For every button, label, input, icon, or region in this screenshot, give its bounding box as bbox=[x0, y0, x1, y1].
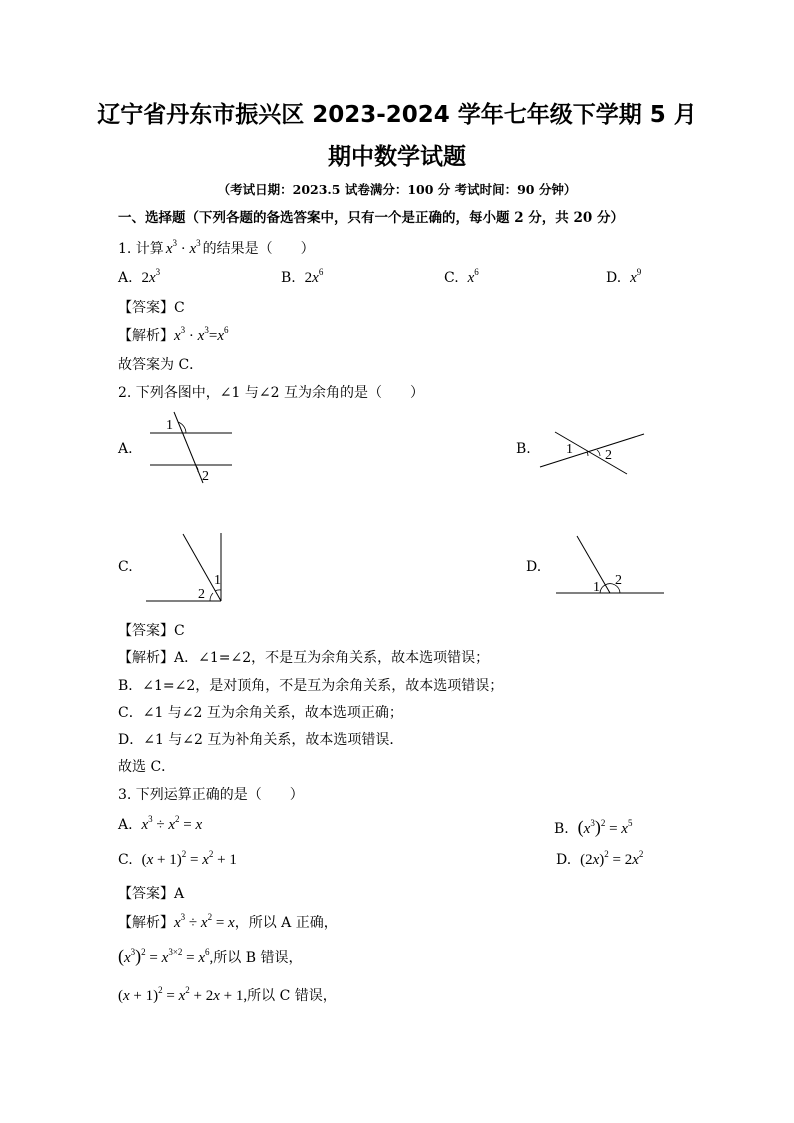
q2-analysis-a: 【解析】A．∠1=∠2，不是互为余角关系，故本选项错误； bbox=[118, 650, 490, 666]
q2-analysis-c: C．∠1 与∠2 互为余角关系，故本选项正确； bbox=[118, 705, 403, 721]
q1-option-b: B. $2x^6$ bbox=[281, 267, 324, 286]
q2-answer: 【答案】C bbox=[118, 623, 185, 639]
q2-option-d-label: D. bbox=[526, 559, 542, 575]
q1-option-c: C. $x^6$ bbox=[444, 267, 479, 286]
q1-option-d: D. $x^9$ bbox=[606, 267, 642, 286]
q2-figure-b bbox=[535, 426, 650, 481]
q3-answer: 【答案】A bbox=[118, 886, 185, 902]
q3-analysis-line-2: $(x^3)^2 = x^{3\times 2} = x^6$,所以 B 错误， bbox=[118, 946, 303, 966]
q2-analysis-b: B．∠1=∠2，是对顶角，不是互为余角关系，故本选项错误； bbox=[118, 678, 504, 694]
q1-option-a: A. $2x^3$ bbox=[118, 267, 161, 286]
q2-figure-d bbox=[550, 530, 670, 600]
q1-analysis: 【解析】$x^3 \cdot x^3=x^6$ bbox=[118, 325, 229, 344]
q3-option-a: A. $x^3 \div x^2 = x$ bbox=[118, 814, 203, 833]
title-line-2: 期中数学试题 bbox=[328, 144, 466, 170]
figure-a-angle-1: 1 bbox=[166, 418, 173, 433]
q3-option-c: C. $(x + 1)^2 = x^2 + 1$ bbox=[118, 849, 237, 868]
q3-analysis-line-1: 【解析】$x^3 \div x^2 = x$，所以 A 正确， bbox=[118, 912, 338, 931]
q1-stem: 1. 计算 $x^3 \cdot x^3$ 的结果是（ ） bbox=[118, 238, 315, 257]
figure-d-angle-1: 1 bbox=[593, 580, 600, 595]
q2-figure-a bbox=[140, 405, 240, 485]
exam-info: （考试日期：2023.5 试卷满分：100 分 考试时间：90 分钟） bbox=[217, 182, 577, 197]
figure-a-angle-2: 2 bbox=[202, 469, 209, 484]
q2-figure-c bbox=[140, 530, 230, 605]
q2-analysis-d: D．∠1 与∠2 互为补角关系，故本选项错误． bbox=[118, 732, 404, 748]
q3-stem: 3. 下列运算正确的是（ ） bbox=[118, 787, 304, 803]
section-heading: 一、选择题（下列各题的备选答案中，只有一个是正确的，每小题 2 分，共 20 分） bbox=[118, 210, 624, 226]
q3-analysis-line-3: $(x + 1)^2 = x^2 + 2x + 1$,所以 C 错误， bbox=[118, 985, 337, 1004]
q2-option-c-label: C. bbox=[118, 559, 133, 575]
q2-option-b-label: B. bbox=[516, 441, 531, 457]
q3-option-d: D. $(2x)^2 = 2x^2$ bbox=[556, 849, 644, 868]
q1-conclusion: 故答案为 C． bbox=[118, 357, 204, 373]
title-line-1: 辽宁省丹东市振兴区 2023-2024 学年七年级下学期 5 月 bbox=[97, 102, 697, 128]
figure-c-angle-1: 1 bbox=[214, 573, 221, 588]
q2-conclusion: 故选 C． bbox=[118, 759, 176, 775]
q3-option-b: B. $(x^3)^2 = x^5$ bbox=[554, 817, 633, 837]
q1-answer: 【答案】C bbox=[118, 300, 185, 316]
q2-option-a-label: A. bbox=[118, 441, 133, 457]
figure-c-angle-2: 2 bbox=[198, 587, 205, 602]
q2-stem: 2. 下列各图中，∠1 与∠2 互为余角的是（ ） bbox=[118, 385, 424, 401]
figure-b-angle-2: 2 bbox=[605, 448, 612, 463]
figure-b-angle-1: 1 bbox=[566, 442, 573, 457]
figure-d-angle-2: 2 bbox=[615, 573, 622, 588]
